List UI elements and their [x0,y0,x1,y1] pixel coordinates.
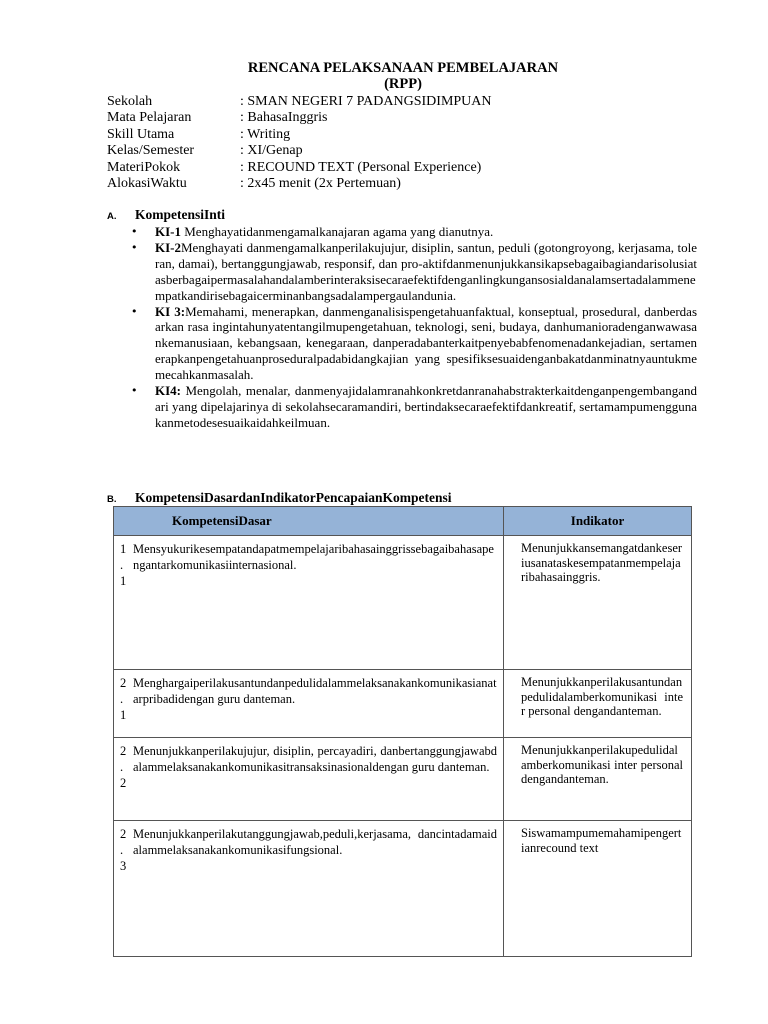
info-label: Kelas/Semester [107,143,195,159]
ki-text: Memahami, menerapkan, danmenganalisispengetahuanfaktual, konseptual, prosedural, danberdasarkan rasa ingintahunyatentangilmupengetahuan, teknologi, seni, budaya, danhumanioradenganwawasankemanusiaan, kebangsaan, kenegaraan, danperadabanterkaitpenyebabfenomenadankejadian, sertamenerapkanpengetahuanproseduralpadabidangkajian yang spesifiksesuaidenganbakatdanminatnyauntukmemecahkanmasalah. [155,303,698,383]
info-value: : Writing [240,126,291,142]
list-item [131,383,697,431]
kd-cell [114,670,504,738]
ki-code: KI-1 [155,224,181,239]
document-title: RENCANA PELAKSANAAN PEMBELAJARAN [247,60,559,76]
list-item [131,240,697,304]
info-label: Mata Pelajaran [107,110,192,126]
kd-number [120,743,133,791]
section-title: KompetensiDasardanIndikatorPencapaianKompetensi [135,490,452,505]
table-row [114,536,692,670]
ki-code: KI 3: [155,303,186,319]
indicator-cell [504,821,692,957]
info-row-class [107,143,667,159]
indicator-text: Menunjukkanperilakusantundanpedulidalamberkomunikasi inter personal dengandanteman. [521,675,683,718]
bullet-icon: • [131,240,138,254]
kd-text: Mensyukurikesempatandapatmempelajaribahasainggrissebagaibahasapengantarkomunikasiinternasional. [133,542,494,572]
ki-text: Menghayati danmengamalkanperilakujujur, disiplin, santun, peduli (gotongroyong, kerjasama, toleran, damai), bertanggungjawab, responsif, dan pro-aktifdanmenunjukkansikapsebagaibagiandarisolusiatasberbagaipermasalahandalamberinteraksisecaraefektifdenganlingkungansosialdanalamsertadalammenempatkandirisebagaicerminanbangsadalampergaulandunia. [155,239,697,303]
kd-number-part: 2 [120,676,127,690]
info-row-skill [107,127,667,143]
bullet-icon: • [131,225,138,238]
section-title: KompetensiInti [135,207,226,222]
bullet-icon: • [131,304,138,318]
column-header-indicator: Indikator [504,507,692,536]
identity-block [107,94,667,192]
indicator-cell [504,536,692,670]
list-item [131,304,697,384]
info-value: : RECOUND TEXT (Personal Experience) [240,159,482,175]
kd-number-part: 2 [120,744,127,758]
info-value: : SMAN NEGERI 7 PADANGSIDIMPUAN [240,94,492,109]
kd-number-part: . [120,558,124,572]
kd-number-part: 3 [120,859,127,873]
info-row-school [107,94,667,110]
info-row-topic [107,160,667,176]
kd-number-part: 2 [120,776,127,790]
ki-code: KI4: [155,383,181,399]
info-value: : BahasaInggris [240,110,328,126]
info-value: : 2x45 menit (2x Pertemuan) [240,175,401,191]
indicator-text: Menunjukkanperilakupedulidalamberkomunikasi inter personal dengandanteman. [521,743,683,786]
info-label: MateriPokok [107,159,181,175]
kd-text: Menunjukkanperilakujujur, disiplin, percayadiri, danbertanggungjawabdalammelaksanakankomunikasitransaksinasionaldengan guru danteman. [133,744,497,774]
table-row [114,821,692,957]
ki-text: Mengolah, menalar, danmenyajidalamranahkonkretdanranahabstrakterkaitdenganpengembangandari yang dipelajarinya di sekolahsecaramandiri, bertindaksecaraefektifdankreatif, sertamampumenggunakanmetodesesuaikaidahkeilmuan. [155,383,697,430]
indicator-text: Siswamampumemahamipengertianrecound text [521,826,682,855]
kd-number-part: . [120,760,124,774]
core-competency-list [131,224,697,431]
table-header-row [114,507,692,536]
indicator-cell [504,738,692,821]
column-header-kd: KompetensiDasar [114,507,504,536]
kd-number-part: 1 [120,542,127,556]
info-row-subject [107,110,667,126]
kd-text: Menghargaiperilakusantundanpedulidalammelaksanakankomunikasianatarpribadidengan guru danteman. [133,676,497,706]
kd-cell [114,821,504,957]
kd-number-part: . [120,843,124,857]
table-row [114,738,692,821]
ki-code: KI-2 [155,239,181,255]
section-a-heading [107,207,225,223]
info-label: Sekolah [107,94,153,109]
kd-number-part: 1 [120,574,127,588]
kd-number-part: . [120,692,124,706]
section-b-heading [107,490,452,506]
section-letter: B. [107,494,117,505]
info-row-time [107,176,667,192]
kd-number [120,541,133,589]
kd-number-part: 1 [120,708,127,722]
kd-cell [114,536,504,670]
info-value: : XI/Genap [240,143,303,159]
table-row [114,670,692,738]
bullet-icon: • [131,384,138,398]
kd-text: Menunjukkanperilakutanggungjawab,peduli,kerjasama, dancintadamaidalammelaksanakankomunikasifungsional. [133,827,497,857]
kd-number [120,826,133,874]
kd-number [120,675,133,723]
info-label: Skill Utama [107,126,175,142]
competency-table [113,506,692,957]
ki-text: Menghayatidanmengamalkanajaran agama yang dianutnya. [181,224,494,239]
kd-number-part: 2 [120,827,127,841]
section-letter: A. [107,211,117,222]
indicator-cell [504,670,692,738]
info-label: AlokasiWaktu [107,175,187,191]
kd-cell [114,738,504,821]
indicator-text: Menunjukkansemangatdankeseriusanataskesempatanmempelajaribahasainggris. [521,541,683,584]
list-item [131,224,697,240]
document-subtitle: (RPP) [384,76,422,92]
